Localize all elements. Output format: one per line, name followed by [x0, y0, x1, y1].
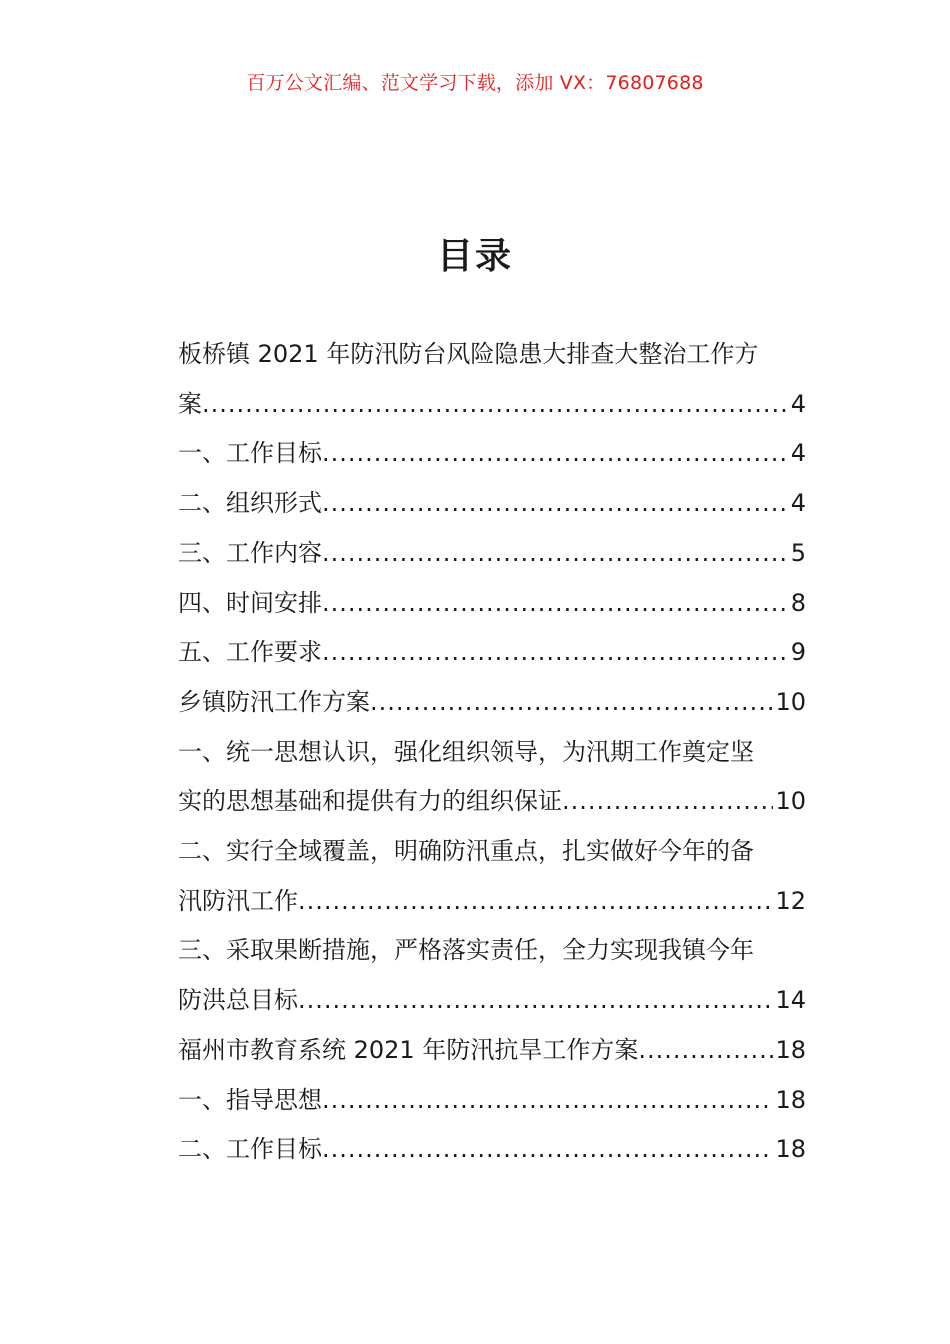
toc-page-number: 10 — [775, 787, 806, 816]
toc-leader-dots — [638, 1026, 773, 1076]
toc-entry-text: 防洪总目标 — [178, 986, 298, 1015]
toc-entry[interactable] — [178, 827, 806, 926]
toc-entry[interactable] — [178, 579, 806, 629]
toc-entry-text: 一、指导思想 — [178, 1085, 322, 1114]
toc-page-number: 14 — [775, 986, 806, 1015]
toc-entry[interactable] — [178, 529, 806, 579]
toc-page-number: 9 — [790, 638, 806, 667]
toc-page-number: 12 — [775, 886, 806, 915]
toc-entry-text: 四、时间安排 — [178, 588, 322, 617]
toc-entry-text: 汛防汛工作 — [178, 886, 298, 915]
toc-leader-dots — [322, 628, 789, 678]
toc-entry-text-first: 三、采取果断措施，严格落实责任，全力实现我镇今年 — [178, 936, 754, 965]
toc-entry-text: 二、组织形式 — [178, 489, 322, 518]
toc-entry[interactable] — [178, 1076, 806, 1126]
toc-entry-text: 案 — [178, 389, 202, 418]
table-of-contents — [178, 330, 806, 1175]
toc-entry[interactable] — [178, 678, 806, 728]
toc-entry[interactable] — [178, 1026, 806, 1076]
toc-entry[interactable] — [178, 728, 806, 827]
toc-page-number: 4 — [790, 389, 806, 418]
toc-entry-text-first: 二、实行全域覆盖，明确防汛重点，扎实做好今年的备 — [178, 837, 754, 866]
toc-page-number: 4 — [790, 489, 806, 518]
toc-entry-text: 三、工作内容 — [178, 538, 322, 567]
toc-entry-text: 乡镇防汛工作方案 — [178, 687, 370, 716]
toc-page-number: 5 — [790, 538, 806, 567]
toc-leader-dots — [322, 529, 789, 579]
toc-leader-dots — [298, 877, 773, 927]
toc-leader-dots — [298, 976, 773, 1026]
toc-page-number: 10 — [775, 687, 806, 716]
toc-leader-dots — [202, 380, 789, 430]
toc-entry-text: 五、工作要求 — [178, 638, 322, 667]
page-title: 目录 — [436, 236, 513, 277]
toc-page-number: 18 — [775, 1085, 806, 1114]
toc-page-number: 18 — [775, 1135, 806, 1164]
toc-leader-dots — [370, 678, 773, 728]
toc-entry[interactable] — [178, 628, 806, 678]
toc-leader-dots — [322, 1125, 773, 1175]
toc-leader-dots — [562, 777, 773, 827]
toc-entry[interactable] — [178, 926, 806, 1025]
toc-entry-text: 福州市教育系统 2021 年防汛抗旱工作方案 — [178, 1035, 639, 1064]
toc-entry[interactable] — [178, 1125, 806, 1175]
toc-entry-text: 一、工作目标 — [178, 439, 322, 468]
toc-entry[interactable] — [178, 429, 806, 479]
toc-leader-dots — [322, 579, 789, 629]
header-watermark-note: 百万公文汇编、范文学习下载，添加 VX：76807688 — [246, 72, 704, 94]
toc-leader-dots — [322, 479, 789, 529]
toc-entry[interactable] — [178, 330, 806, 429]
toc-leader-dots — [322, 429, 789, 479]
toc-page-number: 18 — [775, 1035, 806, 1064]
toc-entry-text: 实的思想基础和提供有力的组织保证 — [178, 787, 562, 816]
toc-entry-text-first: 一、统一思想认识，强化组织领导，为汛期工作奠定坚 — [178, 737, 754, 766]
toc-leader-dots — [322, 1076, 773, 1126]
toc-entry[interactable] — [178, 479, 806, 529]
toc-entry-text: 二、工作目标 — [178, 1135, 322, 1164]
toc-page-number: 4 — [790, 439, 806, 468]
toc-page-number: 8 — [790, 588, 806, 617]
toc-entry-text-first: 板桥镇 2021 年防汛防台风险隐患大排查大整治工作方 — [178, 340, 759, 368]
